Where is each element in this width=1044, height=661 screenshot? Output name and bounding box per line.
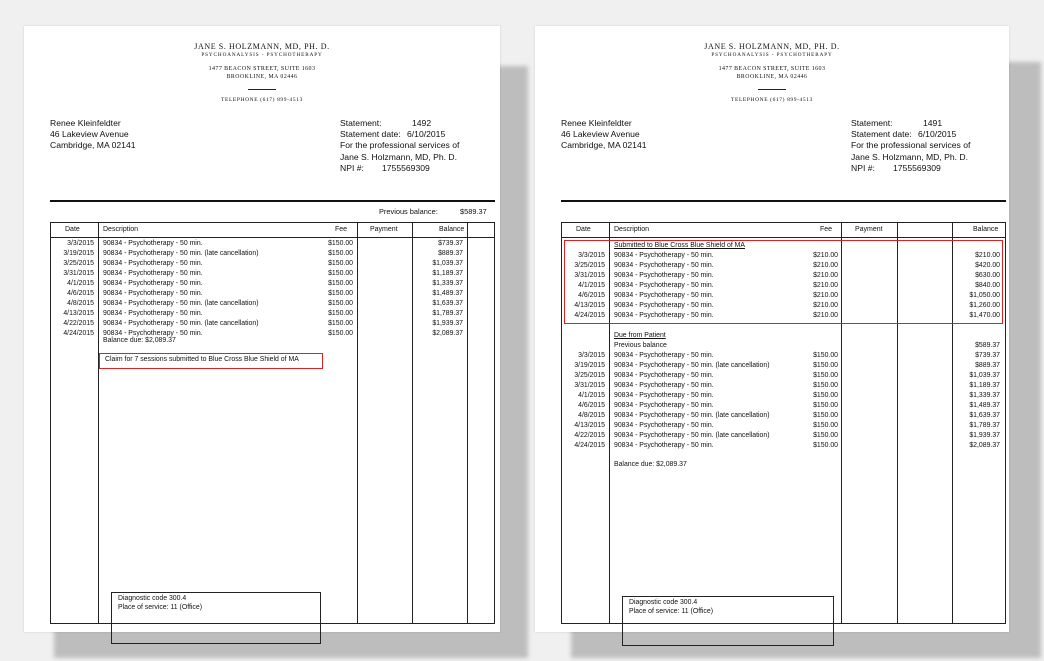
row-description: 90834 - Psychotherapy - 50 min. bbox=[103, 260, 203, 267]
due-heading: Due from Patient bbox=[614, 332, 666, 339]
row-description: 90834 - Psychotherapy - 50 min. bbox=[614, 282, 714, 289]
col-header-description: Description bbox=[614, 226, 650, 233]
row-date: 3/19/2015 bbox=[63, 250, 94, 257]
row-date: 4/24/2015 bbox=[63, 330, 94, 337]
provider-name: JANE S. HOLZMANN, MD, PH. D. bbox=[194, 42, 330, 51]
statement-date-label: Statement date: bbox=[851, 129, 912, 140]
row-description: 90834 - Psychotherapy - 50 min. bbox=[614, 422, 714, 429]
row-description: 90834 - Psychotherapy - 50 min. (late cancellation) bbox=[103, 300, 259, 307]
row-date: 4/8/2015 bbox=[578, 412, 605, 419]
row-fee: $150.00 bbox=[328, 250, 353, 257]
row-fee: $150.00 bbox=[328, 330, 353, 337]
row-description: 90834 - Psychotherapy - 50 min. bbox=[103, 290, 203, 297]
statement-label: Statement: bbox=[851, 118, 893, 128]
col-header-fee: Fee bbox=[820, 226, 833, 233]
statement-label: Statement: bbox=[340, 118, 382, 128]
row-balance: $1,039.37 bbox=[432, 260, 463, 267]
row-date: 3/19/2015 bbox=[574, 362, 605, 369]
row-date: 3/25/2015 bbox=[574, 372, 605, 379]
row-balance: $889.37 bbox=[975, 362, 1000, 369]
statement-page-right bbox=[535, 26, 1009, 632]
diagnostic-code: Diagnostic code 300.4 bbox=[118, 595, 187, 602]
provider-phone: TELEPHONE (617) 899-4513 bbox=[731, 97, 813, 103]
provider-specialty: PSYCHOANALYSIS - PSYCHOTHERAPY bbox=[201, 52, 323, 58]
row-fee: $150.00 bbox=[328, 240, 353, 247]
patient-name: Renee Kleinfeldter bbox=[561, 118, 632, 128]
row-fee: $150.00 bbox=[813, 442, 838, 449]
row-date: 3/3/2015 bbox=[578, 352, 605, 359]
row-balance: $889.37 bbox=[438, 250, 463, 257]
row-description: 90834 - Psychotherapy - 50 min. bbox=[614, 382, 714, 389]
statement-number: 1492 bbox=[412, 118, 432, 128]
row-fee: $150.00 bbox=[328, 290, 353, 297]
previous-balance-value: $589.37 bbox=[975, 342, 1000, 349]
row-fee: $150.00 bbox=[813, 402, 838, 409]
services-line2: Jane S. Holzmann, MD, Ph. D. bbox=[340, 151, 458, 162]
patient-street: 46 Lakeview Avenue bbox=[561, 129, 640, 140]
row-description: 90834 - Psychotherapy - 50 min. (late cancellation) bbox=[103, 250, 259, 257]
row-balance: $210.00 bbox=[975, 252, 1000, 259]
statement-page-left bbox=[24, 26, 500, 632]
row-fee: $150.00 bbox=[813, 432, 838, 439]
statement-info bbox=[851, 118, 970, 174]
row-date: 4/22/2015 bbox=[63, 320, 94, 327]
row-description: 90834 - Psychotherapy - 50 min. bbox=[614, 272, 714, 279]
row-balance: $1,639.37 bbox=[969, 412, 1000, 419]
row-balance: $1,039.37 bbox=[969, 372, 1000, 379]
section-divider bbox=[50, 200, 495, 202]
patient-street: 46 Lakeview Avenue bbox=[50, 129, 129, 140]
place-of-service: Place of service: 11 (Office) bbox=[118, 603, 202, 611]
statement-info bbox=[340, 118, 459, 174]
row-description: 90834 - Psychotherapy - 50 min. bbox=[614, 372, 714, 379]
row-date: 4/13/2015 bbox=[574, 422, 605, 429]
diagnostic-code: Diagnostic code 300.4 bbox=[629, 599, 698, 606]
col-header-date: Date bbox=[65, 226, 80, 233]
row-fee: $210.00 bbox=[813, 292, 838, 299]
row-fee: $210.00 bbox=[813, 302, 838, 309]
diagnostic-box bbox=[622, 596, 834, 646]
row-description: 90834 - Psychotherapy - 50 min. bbox=[614, 392, 714, 399]
row-fee: $150.00 bbox=[328, 280, 353, 287]
row-fee: $150.00 bbox=[328, 310, 353, 317]
row-balance: $420.00 bbox=[975, 262, 1000, 269]
row-fee: $150.00 bbox=[813, 362, 838, 369]
row-balance: $1,260.00 bbox=[969, 302, 1000, 309]
previous-balance-label: Previous balance bbox=[614, 342, 667, 349]
diagnostic-box bbox=[111, 592, 321, 644]
row-date: 3/25/2015 bbox=[574, 262, 605, 269]
provider-address-line1: 1477 BEACON STREET, SUITE 1603 bbox=[208, 66, 316, 72]
row-balance: $1,189.37 bbox=[969, 382, 1000, 389]
statement-date: 6/10/2015 bbox=[918, 129, 957, 140]
row-description: 90834 - Psychotherapy - 50 min. (late cancellation) bbox=[614, 432, 770, 439]
row-description: 90834 - Psychotherapy - 50 min. bbox=[103, 310, 203, 317]
col-header-balance: Balance bbox=[973, 226, 999, 233]
col-header-date: Date bbox=[576, 226, 591, 233]
provider-phone: TELEPHONE (617) 899-4513 bbox=[221, 97, 303, 103]
row-date: 3/3/2015 bbox=[578, 252, 605, 259]
row-description: 90834 - Psychotherapy - 50 min. bbox=[103, 280, 203, 287]
provider-address-line2: BROOKLINE, MA 02446 bbox=[226, 74, 298, 80]
row-date: 4/8/2015 bbox=[67, 300, 94, 307]
statement-date: 6/10/2015 bbox=[407, 129, 446, 140]
row-date: 4/22/2015 bbox=[574, 432, 605, 439]
balance-due: Balance due: $2,089.37 bbox=[614, 461, 687, 468]
row-balance: $1,939.37 bbox=[969, 432, 1000, 439]
patient-name: Renee Kleinfeldter bbox=[50, 118, 121, 128]
row-description: 90834 - Psychotherapy - 50 min. bbox=[614, 252, 714, 259]
row-description: 90834 - Psychotherapy - 50 min. bbox=[103, 330, 203, 337]
row-fee: $150.00 bbox=[813, 352, 838, 359]
row-fee: $150.00 bbox=[328, 320, 353, 327]
row-balance: $2,089.37 bbox=[969, 442, 1000, 449]
row-date: 4/24/2015 bbox=[574, 442, 605, 449]
row-fee: $210.00 bbox=[813, 272, 838, 279]
services-line1: For the professional services of bbox=[851, 140, 971, 151]
place-of-service: Place of service: 11 (Office) bbox=[629, 607, 713, 615]
col-header-payment: Payment bbox=[855, 226, 883, 233]
previous-balance-label: Previous balance: bbox=[379, 207, 438, 216]
row-description: 90834 - Psychotherapy - 50 min. bbox=[614, 312, 714, 319]
row-description: 90834 - Psychotherapy - 50 min. (late cancellation) bbox=[103, 320, 259, 327]
row-balance: $1,639.37 bbox=[432, 300, 463, 307]
row-balance: $840.00 bbox=[975, 282, 1000, 289]
row-description: 90834 - Psychotherapy - 50 min. (late cancellation) bbox=[614, 412, 770, 419]
ledger-table bbox=[50, 222, 495, 624]
row-fee: $150.00 bbox=[813, 392, 838, 399]
npi-label: NPI #: bbox=[851, 162, 875, 173]
col-header-payment: Payment bbox=[370, 226, 398, 233]
row-balance: $1,050.00 bbox=[969, 292, 1000, 299]
provider-address-line1: 1477 BEACON STREET, SUITE 1603 bbox=[718, 66, 826, 72]
row-description: 90834 - Psychotherapy - 50 min. bbox=[614, 302, 714, 309]
row-fee: $210.00 bbox=[813, 262, 838, 269]
row-date: 3/31/2015 bbox=[63, 270, 94, 277]
row-fee: $210.00 bbox=[813, 312, 838, 319]
row-date: 4/1/2015 bbox=[578, 282, 605, 289]
row-fee: $150.00 bbox=[813, 372, 838, 379]
row-balance: $1,470.00 bbox=[969, 312, 1000, 319]
row-date: 4/1/2015 bbox=[67, 280, 94, 287]
provider-name: JANE S. HOLZMANN, MD, PH. D. bbox=[704, 42, 840, 51]
header-divider bbox=[758, 89, 786, 90]
row-date: 4/6/2015 bbox=[67, 290, 94, 297]
row-date: 3/31/2015 bbox=[574, 272, 605, 279]
patient-city: Cambridge, MA 02141 bbox=[561, 140, 647, 151]
row-balance: $1,339.37 bbox=[969, 392, 1000, 399]
row-date: 3/3/2015 bbox=[67, 240, 94, 247]
patient-address bbox=[50, 118, 136, 152]
row-description: 90834 - Psychotherapy - 50 min. bbox=[614, 402, 714, 409]
row-fee: $150.00 bbox=[328, 270, 353, 277]
statement-number: 1491 bbox=[923, 118, 943, 128]
row-description: 90834 - Psychotherapy - 50 min. (late cancellation) bbox=[614, 362, 770, 369]
row-date: 3/25/2015 bbox=[63, 260, 94, 267]
ledger-table bbox=[561, 222, 1006, 624]
row-description: 90834 - Psychotherapy - 50 min. bbox=[614, 352, 714, 359]
previous-balance-value: $589.37 bbox=[460, 207, 487, 216]
submitted-heading: Submitted to Blue Cross Blue Shield of MA bbox=[614, 242, 745, 249]
col-header-description: Description bbox=[103, 226, 139, 233]
row-description: 90834 - Psychotherapy - 50 min. bbox=[614, 442, 714, 449]
row-balance: $1,339.37 bbox=[432, 280, 463, 287]
provider-specialty: PSYCHOANALYSIS - PSYCHOTHERAPY bbox=[711, 52, 833, 58]
row-balance: $1,489.37 bbox=[432, 290, 463, 297]
row-balance: $739.37 bbox=[975, 352, 1000, 359]
header-divider bbox=[248, 89, 276, 90]
row-balance: $1,789.37 bbox=[969, 422, 1000, 429]
row-date: 4/6/2015 bbox=[578, 292, 605, 299]
npi-label: NPI #: bbox=[340, 162, 364, 173]
row-date: 4/24/2015 bbox=[574, 312, 605, 319]
npi-number: 1755569309 bbox=[382, 162, 430, 173]
section-divider bbox=[561, 200, 1006, 202]
services-line2: Jane S. Holzmann, MD, Ph. D. bbox=[851, 151, 969, 162]
row-date: 4/13/2015 bbox=[574, 302, 605, 309]
row-fee: $150.00 bbox=[813, 422, 838, 429]
row-description: 90834 - Psychotherapy - 50 min. bbox=[614, 262, 714, 269]
row-fee: $210.00 bbox=[813, 252, 838, 259]
statement-date-label: Statement date: bbox=[340, 129, 401, 140]
row-balance: $2,089.37 bbox=[432, 330, 463, 337]
row-balance: $630.00 bbox=[975, 272, 1000, 279]
col-header-balance: Balance bbox=[439, 226, 465, 233]
patient-city: Cambridge, MA 02141 bbox=[50, 140, 136, 151]
row-fee: $210.00 bbox=[813, 282, 838, 289]
row-balance: $1,789.37 bbox=[432, 310, 463, 317]
row-date: 4/13/2015 bbox=[63, 310, 94, 317]
row-date: 4/1/2015 bbox=[578, 392, 605, 399]
row-description: 90834 - Psychotherapy - 50 min. bbox=[103, 270, 203, 277]
row-fee: $150.00 bbox=[328, 260, 353, 267]
row-fee: $150.00 bbox=[813, 382, 838, 389]
row-fee: $150.00 bbox=[328, 300, 353, 307]
npi-number: 1755569309 bbox=[893, 162, 941, 173]
row-balance: $1,939.37 bbox=[432, 320, 463, 327]
row-fee: $150.00 bbox=[813, 412, 838, 419]
claim-note: Claim for 7 sessions submitted to Blue Cross Blue Shield of MA bbox=[105, 356, 299, 363]
row-description: 90834 - Psychotherapy - 50 min. bbox=[614, 292, 714, 299]
col-header-fee: Fee bbox=[335, 226, 348, 233]
row-balance: $1,189.37 bbox=[432, 270, 463, 277]
row-date: 4/6/2015 bbox=[578, 402, 605, 409]
row-balance: $1,489.37 bbox=[969, 402, 1000, 409]
row-balance: $739.37 bbox=[438, 240, 463, 247]
row-description: 90834 - Psychotherapy - 50 min. bbox=[103, 240, 203, 247]
patient-address bbox=[561, 118, 647, 152]
row-date: 3/31/2015 bbox=[574, 382, 605, 389]
services-line1: For the professional services of bbox=[340, 140, 460, 151]
balance-due: Balance due: $2,089.37 bbox=[103, 337, 176, 344]
provider-address-line2: BROOKLINE, MA 02446 bbox=[736, 74, 808, 80]
